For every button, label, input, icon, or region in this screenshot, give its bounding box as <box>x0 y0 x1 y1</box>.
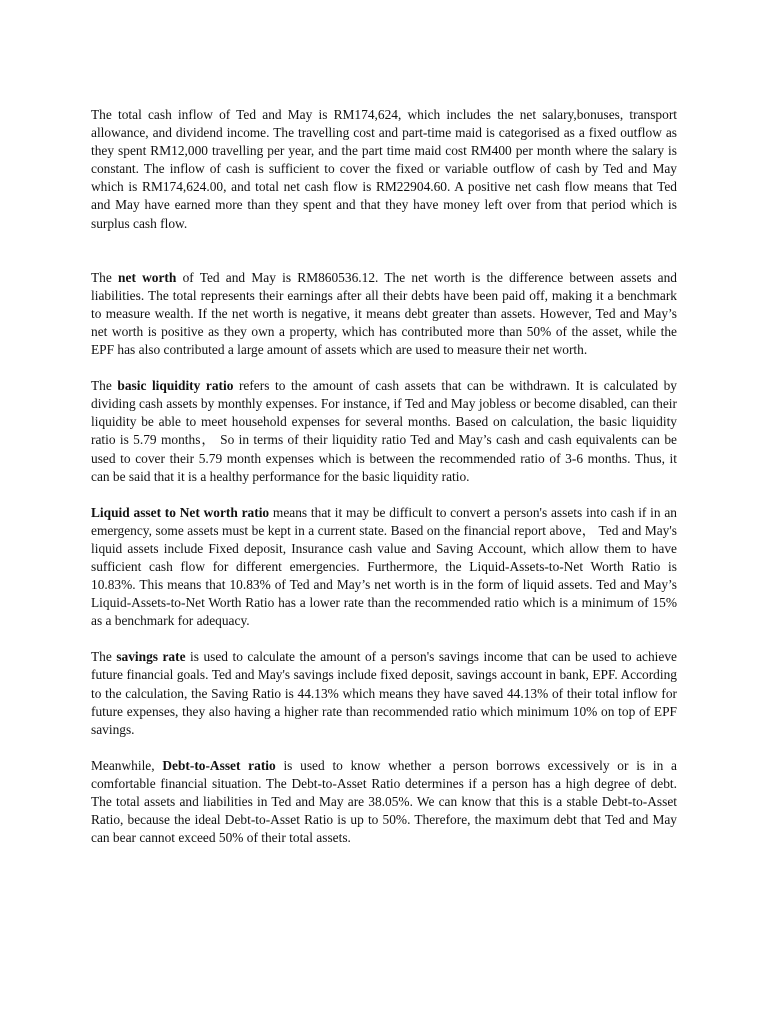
term-basic-liquidity-ratio: basic liquidity ratio <box>117 378 234 394</box>
paragraph-text: refers to the amount of cash assets that can be withdrawn. It is calculated by dividing cash assets by monthly expenses. For instance, if Ted and May jobless or become disabled, can their liquidity be able to meet household expenses for several months. Based on calculation, the basic liquidity ratio is 5.79 months， So in terms of their liquidity ratio Ted and May’s cash and cash equivalents can be used to cover their 5.79 month expenses which is between the recommended ratio of 3-6 months. Thus, it can be said that it is a healthy performance for the basic liquidity ratio. <box>91 378 677 484</box>
paragraph-text: means that it may be difficult to convert a person's assets into cash if in an emergency, some assets must be kept in a current state. Based on the financial report above， Ted and May's liquid assets include Fixed deposit, Insurance cash value and Saving Account, which allow them to have sufficient cash flow for different emergencies. Furthermore, the Liquid-Assets-to-Net Worth Ratio is 10.83%. This means that 10.83% of Ted and May’s net worth is in the form of liquid assets. Ted and May’s Liquid-Assets-to-Net Worth Ratio has a lower rate than the recommended ratio which is a minimum of 15% as a benchmark for adequacy. <box>91 504 677 629</box>
paragraph-debt-to-asset <box>91 757 677 847</box>
paragraph-text: of Ted and May is RM860536.12. The net worth is the difference between assets and liabilities. The total represents their earnings after all their debts have been paid off, making it a benchmark to measure wealth. If the net worth is negative, it means debt greater than assets. However, Ted and May’s net worth is positive as they own a property, which has contributed more than 50% of the asset, while the EPF has also contributed a large amount of assets which are used to measure their net worth. <box>91 269 678 358</box>
paragraph-text: The total cash inflow of Ted and May is RM174,624, which includes the net salary,bonuses, transport allowance, and dividend income. The travelling cost and part-time maid is categorised as a fixed outflow as they spent RM12,000 travelling per year, and the part time maid cost RM400 per month where the salary is constant. The inflow of cash is sufficient to cover the fixed or variable outflow of cash by Ted and May which is RM174,624.00, and total net cash flow is RM22904.60. A positive net cash flow means that Ted and May have earned more than they spent and that they have money left over from that period which is surplus cash flow. <box>91 107 677 231</box>
term-debt-to-asset-ratio: Debt-to-Asset ratio <box>162 757 276 773</box>
paragraph-lead: The <box>91 378 118 394</box>
paragraph-net-worth <box>91 269 677 359</box>
paragraph-cash-flow <box>91 106 677 233</box>
term-liquid-asset-ratio: Liquid asset to Net worth ratio <box>91 504 270 520</box>
paragraph-text: is used to calculate the amount of a person's savings income that can be used to achieve future financial goals. Ted and May's savings include fixed deposit, savings account in bank, EPF. According to the calculation, the Saving Ratio is 44.13% which means they have saved 44.13% of their total inflow for future expenses, they also having a higher rate than recommended ratio which minimum 10% on top of EPF savings. <box>91 649 677 737</box>
term-net-worth: net worth <box>118 269 177 285</box>
paragraph-lead: Meanwhile, <box>91 757 163 773</box>
paragraph-text: is used to know whether a person borrows excessively or is in a comfortable financial situation. The Debt-to-Asset Ratio determines if a person has a high degree of debt. The total assets and liabilities in Ted and May are 38.05%. We can know that this is a stable Debt-to-Asset Ratio, because the ideal Debt-to-Asset Ratio is up to 50%. Therefore, the maximum debt that Ted and May can bear cannot exceed 50% of their total assets. <box>91 757 677 846</box>
term-savings-rate: savings rate <box>116 649 186 665</box>
paragraph-savings-rate <box>91 648 677 738</box>
paragraph-basic-liquidity <box>91 377 677 486</box>
paragraph-lead: The <box>91 269 119 285</box>
paragraph-liquid-asset <box>91 504 677 631</box>
paragraph-lead: The <box>91 649 117 665</box>
document-page <box>91 106 677 865</box>
